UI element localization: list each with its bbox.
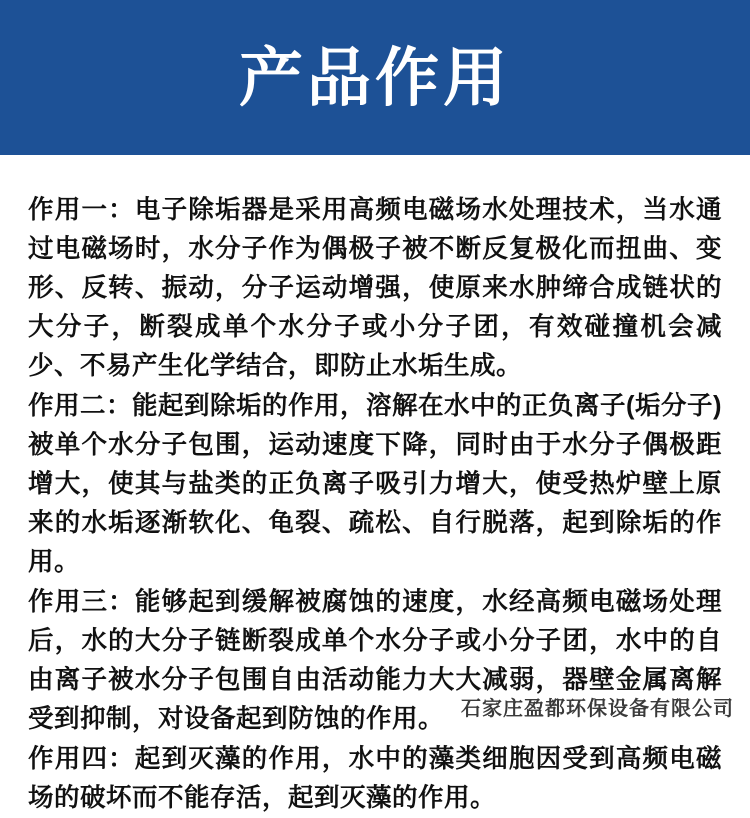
page-title: 产品作用 [239,41,511,114]
company-name-footer: 石家庄盈都环保设备有限公司 [461,698,734,720]
paragraph-effect-1: 作用一：电子除垢器是采用高频电磁场水处理技术，当水通过电磁场时，水分子作为偶极子被不断反复极化而扭曲、变形、反转、振动，分子运动增强，使原来水肿缔合成链状的大分子，断裂成单个水分子或小分子团，有效碰撞机会减少、不易产生化学结合，即防止水垢生成。 [28,196,722,380]
paragraph-effect-4: 作用四：起到灭藻的作用，水中的藻类细胞因受到高频电磁场的破坏而不能存活，起到灭藻的作用。 [28,745,722,812]
paragraph-effect-3: 作用三：能够起到缓解被腐蚀的速度，水经高频电磁场处理后，水的大分子链断裂成单个水分子或小分子团，水中的自由离子被水分子包围自由活动能力大大减弱，器壁金属离解受到抑制，对设备起到防蚀的作用。 [28,588,722,733]
header-banner [0,0,750,155]
paragraph-effect-2: 作用二：能起到除垢的作用，溶解在水中的正负离子(垢分子)被单个水分子包围，运动速度下降，同时由于水分子偶极距增大，使其与盐类的正负离子吸引力增大，使受热炉壁上原来的水垢逐渐软化、龟裂、疏松、自行脱落，起到除垢的作用。 [28,392,722,576]
